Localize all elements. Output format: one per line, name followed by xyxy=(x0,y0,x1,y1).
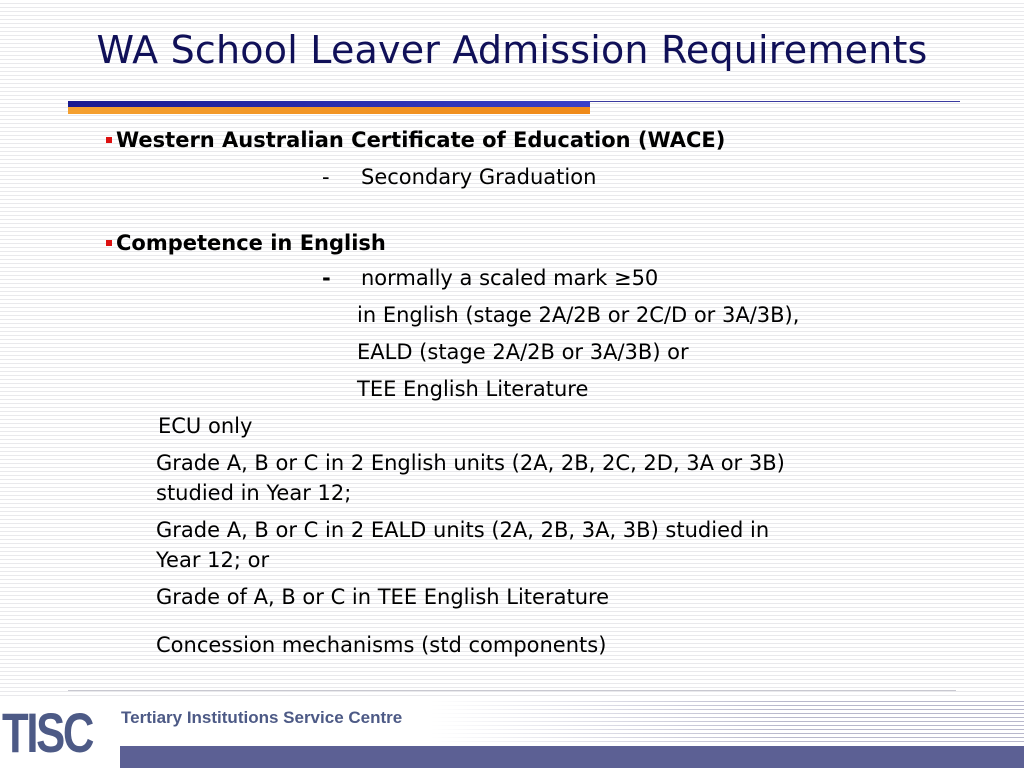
list-item: TEE English Literature xyxy=(357,377,589,401)
bullet-icon xyxy=(106,240,112,246)
footer-bar xyxy=(120,746,1024,768)
footer-stripes xyxy=(430,698,1024,744)
footer-divider xyxy=(68,690,956,691)
title-underline-orange xyxy=(68,107,590,114)
section-heading-english: Competence in English xyxy=(116,231,386,255)
dash-marker: - xyxy=(322,165,330,189)
list-item: Grade A, B or C in 2 EALD units (2A, 2B, 3A, 3B) studied in xyxy=(156,518,770,542)
list-item: Year 12; or xyxy=(156,548,270,572)
list-item: Grade of A, B or C in TEE English Literature xyxy=(156,585,610,609)
list-item: Secondary Graduation xyxy=(361,165,597,189)
slide-title: WA School Leaver Admission Requirements xyxy=(96,28,928,72)
ecu-heading: ECU only xyxy=(158,414,253,438)
list-item: normally a scaled mark ≥50 xyxy=(361,266,659,290)
section-heading-wace: Western Australian Certificate of Education (WACE) xyxy=(116,128,726,152)
list-item: in English (stage 2A/2B or 2C/D or 3A/3B), xyxy=(357,303,800,327)
title-rule xyxy=(590,101,960,102)
list-item: studied in Year 12; xyxy=(156,481,352,505)
tisc-logo: TISC xyxy=(2,701,93,764)
bullet-icon xyxy=(106,137,112,143)
list-item: Grade A, B or C in 2 English units (2A, 2B, 2C, 2D, 3A or 3B) xyxy=(156,451,785,475)
concession-text: Concession mechanisms (std components) xyxy=(156,633,607,657)
list-item: EALD (stage 2A/2B or 3A/3B) or xyxy=(357,340,689,364)
footer-organization: Tertiary Institutions Service Centre xyxy=(121,708,403,727)
dash-marker: - xyxy=(322,266,331,290)
